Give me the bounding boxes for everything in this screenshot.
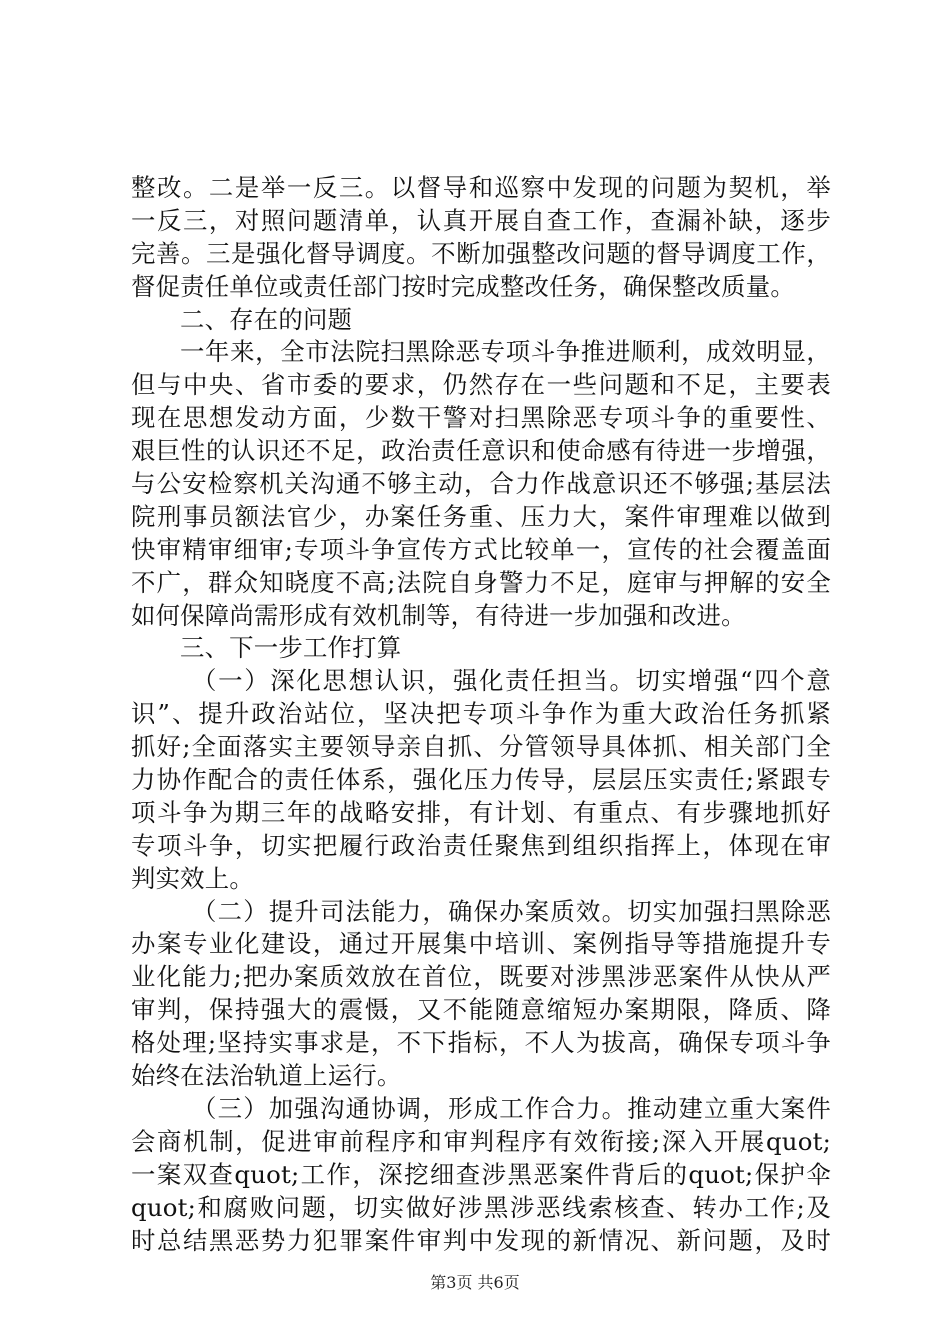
document-body (131, 172, 831, 1257)
text-line: 但与中央、省市委的要求，仍然存在一些问题和不足，主要表 (131, 370, 831, 400)
text-line: 业化能力;把办案质效放在首位，既要对涉黑涉恶案件从快从严 (131, 962, 831, 992)
text-line: 格处理;坚持实事求是，不下指标，不人为拔高，确保专项斗争 (131, 1028, 831, 1058)
text-line: 专项斗争，切实把履行政治责任聚焦到组织指挥上，体现在审 (131, 830, 831, 860)
text-line: 审判，保持强大的震慑，又不能随意缩短办案期限，降质、降 (131, 995, 831, 1025)
text-line: 不广，群众知晓度不高;法院自身警力不足，庭审与押解的安全 (131, 567, 831, 597)
text-line: quot;和腐败问题，切实做好涉黑涉恶线索核查、转办工作;及 (131, 1192, 831, 1222)
text-line: 完善。三是强化督导调度。不断加强整改问题的督导调度工作， (131, 238, 831, 268)
text-line: 力协作配合的责任体系，强化压力传导，层层压实责任;紧跟专 (131, 765, 831, 795)
text-line: （三）加强沟通协调，形成工作合力。推动建立重大案件 (192, 1093, 831, 1123)
page-number: 第3页 共6页 (430, 1273, 520, 1292)
text-line: （二）提升司法能力，确保办案质效。切实加强扫黑除恶 (192, 896, 831, 926)
text-line: 与公安检察机关沟通不够主动，合力作战意识还不够强;基层法 (131, 469, 831, 499)
text-line: 始终在法治轨道上运行。 (131, 1061, 402, 1091)
text-line: 现在思想发动方面，少数干警对扫黑除恶专项斗争的重要性、 (131, 403, 831, 433)
text-line: 一反三，对照问题清单，认真开展自查工作，查漏补缺，逐步 (131, 205, 831, 235)
text-line: 艰巨性的认识还不足，政治责任意识和使命感有待进一步增强， (131, 436, 831, 466)
text-line: 判实效上。 (131, 863, 254, 893)
section-heading: 二、存在的问题 (180, 304, 353, 334)
text-line: 识”、提升政治站位，坚决把专项斗争作为重大政治任务抓紧 (131, 699, 831, 729)
text-line: 如何保障尚需形成有效机制等，有待进一步加强和改进。 (131, 600, 746, 630)
section-heading: 三、下一步工作打算 (180, 633, 402, 663)
text-line: 时总结黑恶势力犯罪案件审判中发现的新情况、新问题，及时 (131, 1225, 831, 1255)
text-line: 快审精审细审;专项斗争宣传方式比较单一，宣传的社会覆盖面 (131, 534, 831, 564)
text-line: 一案双查quot;工作，深挖细查涉黑恶案件背后的quot;保护伞 (131, 1159, 831, 1189)
text-line: 会商机制，促进审前程序和审判程序有效衔接;深入开展quot; (131, 1126, 831, 1156)
text-line: （一）深化思想认识，强化责任担当。切实增强“四个意 (192, 666, 831, 696)
text-line: 一年来，全市法院扫黑除恶专项斗争推进顺利，成效明显， (180, 337, 831, 367)
text-line: 抓好;全面落实主要领导亲自抓、分管领导具体抓、相关部门全 (131, 732, 831, 762)
text-line: 整改。二是举一反三。以督导和巡察中发现的问题为契机，举 (131, 173, 831, 202)
text-line: 院刑事员额法官少，办案任务重、压力大，案件审理难以做到 (131, 501, 831, 531)
text-line: 督促责任单位或责任部门按时完成整改任务，确保整改质量。 (131, 271, 795, 301)
text-line: 项斗争为期三年的战略安排，有计划、有重点、有步骤地抓好 (131, 797, 831, 827)
text-line: 办案专业化建设，通过开展集中培训、案例指导等措施提升专 (131, 929, 831, 959)
